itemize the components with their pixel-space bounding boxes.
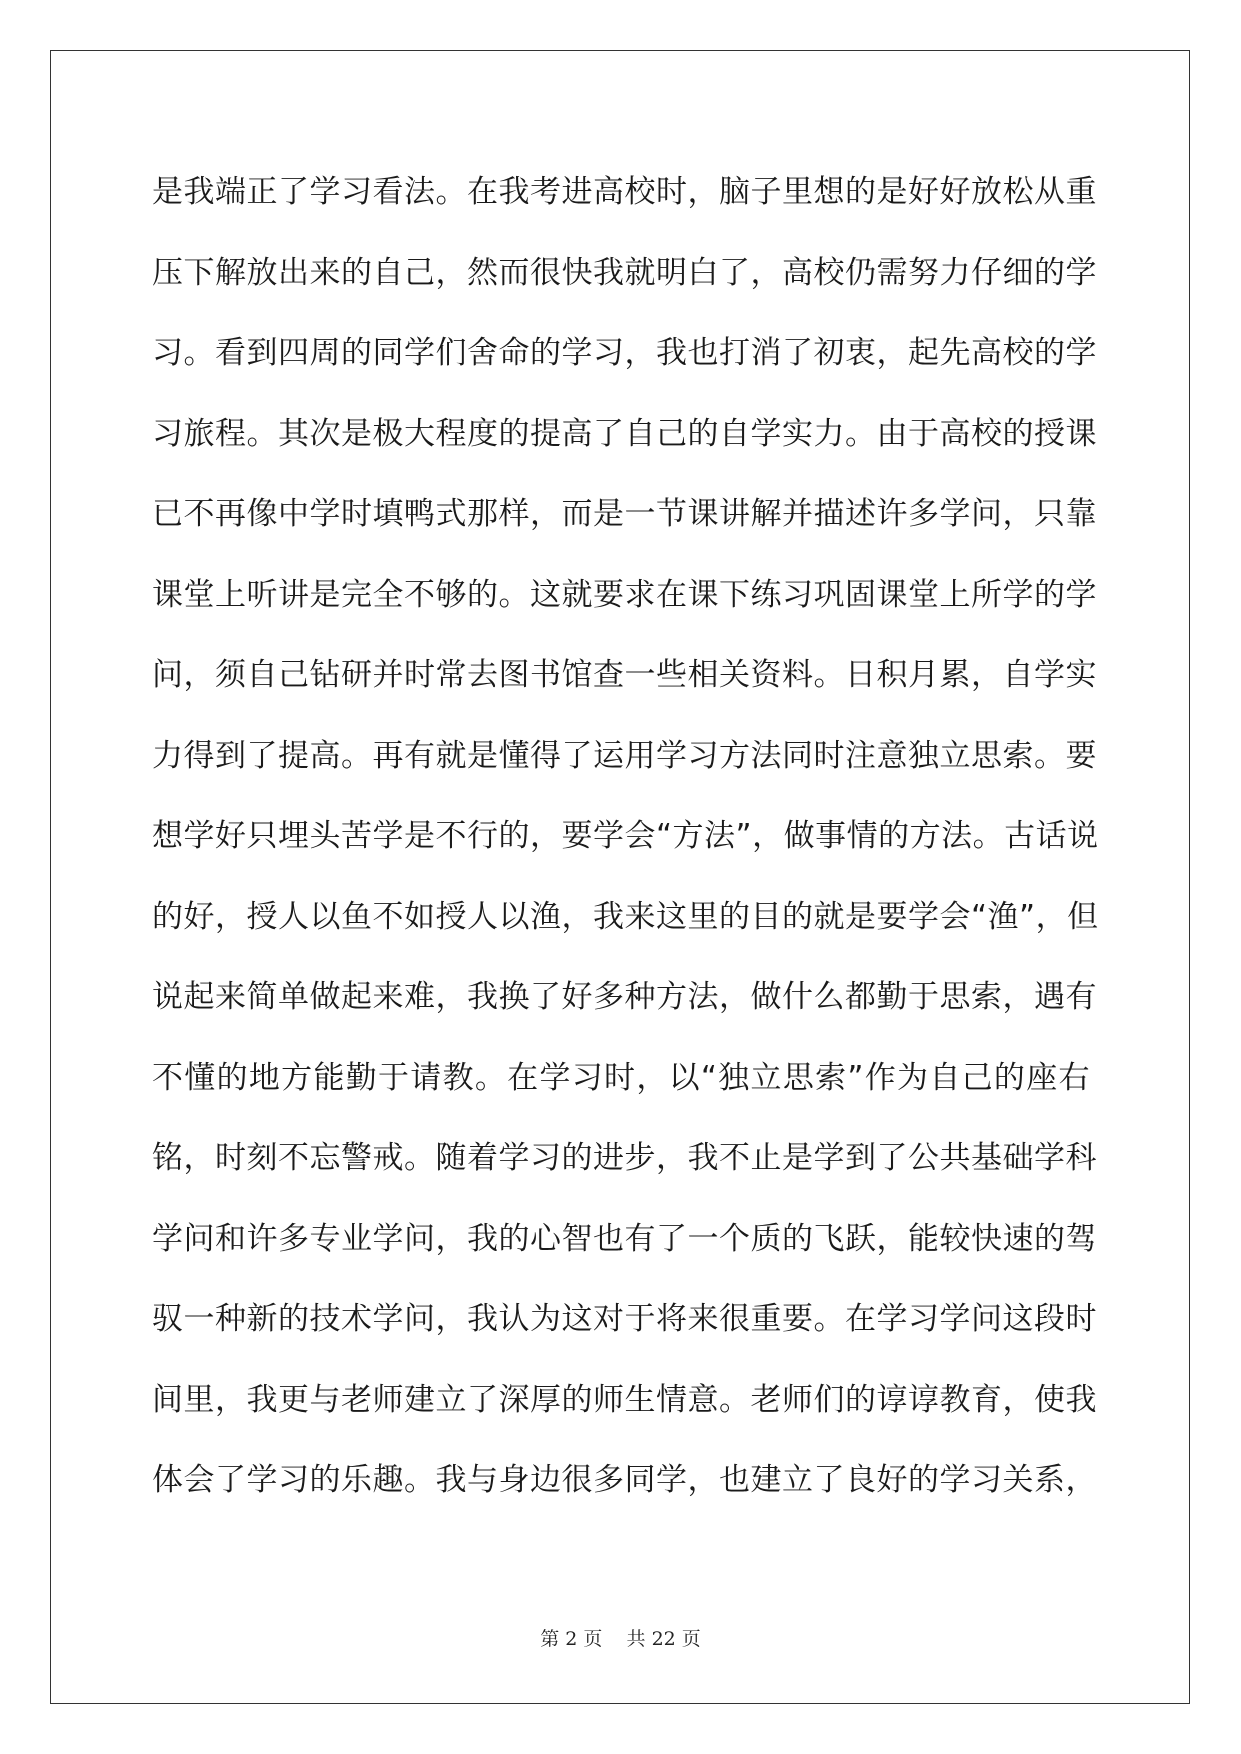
text-line: 压下解放出来的自己，然而很快我就明白了，高校仍需努力仔细的学: [152, 254, 1097, 291]
text-line: 想学好只埋头苦学是不行的，要学会“方法”，做事情的方法。古话说: [152, 818, 1099, 854]
page-number-footer: 第 2 页 共 22 页: [540, 1628, 701, 1650]
text-line: 习。看到四周的同学们舍命的学习，我也打消了初衷，起先高校的学: [152, 335, 1097, 371]
text-line: 铭，时刻不忘警戒。随着学习的进步，我不止是学到了公共基础学科: [152, 1140, 1097, 1176]
text-line: 习旅程。其次是极大程度的提高了自己的自学实力。由于高校的授课: [152, 415, 1097, 452]
document-body: [152, 160, 1099, 1529]
text-line: 的好，授人以鱼不如授人以渔，我来这里的目的就是要学会“渔”，但: [152, 898, 1099, 935]
text-line: 体会了学习的乐趣。我与身边很多同学，也建立了良好的学习关系，: [152, 1462, 1097, 1498]
text-line: 问，须自己钻研并时常去图书馆查一些相关资料。日积月累，自学实: [152, 657, 1097, 693]
text-line: 说起来简单做起来难，我换了好多种方法，做什么都勤于思索，遇有: [152, 979, 1097, 1015]
text-line: 是我端正了学习看法。在我考进高校时，脑子里想的是好好放松从重: [152, 174, 1097, 210]
text-line: 课堂上听讲是完全不够的。这就要求在课下练习巩固课堂上所学的学: [152, 576, 1097, 613]
text-line: 学问和许多专业学问，我的心智也有了一个质的飞跃，能较快速的驾: [152, 1220, 1097, 1257]
text-line: 已不再像中学时填鸭式那样，而是一节课讲解并描述许多学问，只靠: [152, 496, 1097, 532]
text-line: 驭一种新的技术学问，我认为这对于将来很重要。在学习学问这段时: [152, 1301, 1097, 1337]
text-line: 力得到了提高。再有就是懂得了运用学习方法同时注意独立思索。要: [152, 737, 1097, 774]
text-line: 间里，我更与老师建立了深厚的师生情意。老师们的谆谆教育，使我: [152, 1381, 1097, 1418]
text-line: 不懂的地方能勤于请教。在学习时，以“独立思索”作为自己的座右: [152, 1059, 1090, 1096]
